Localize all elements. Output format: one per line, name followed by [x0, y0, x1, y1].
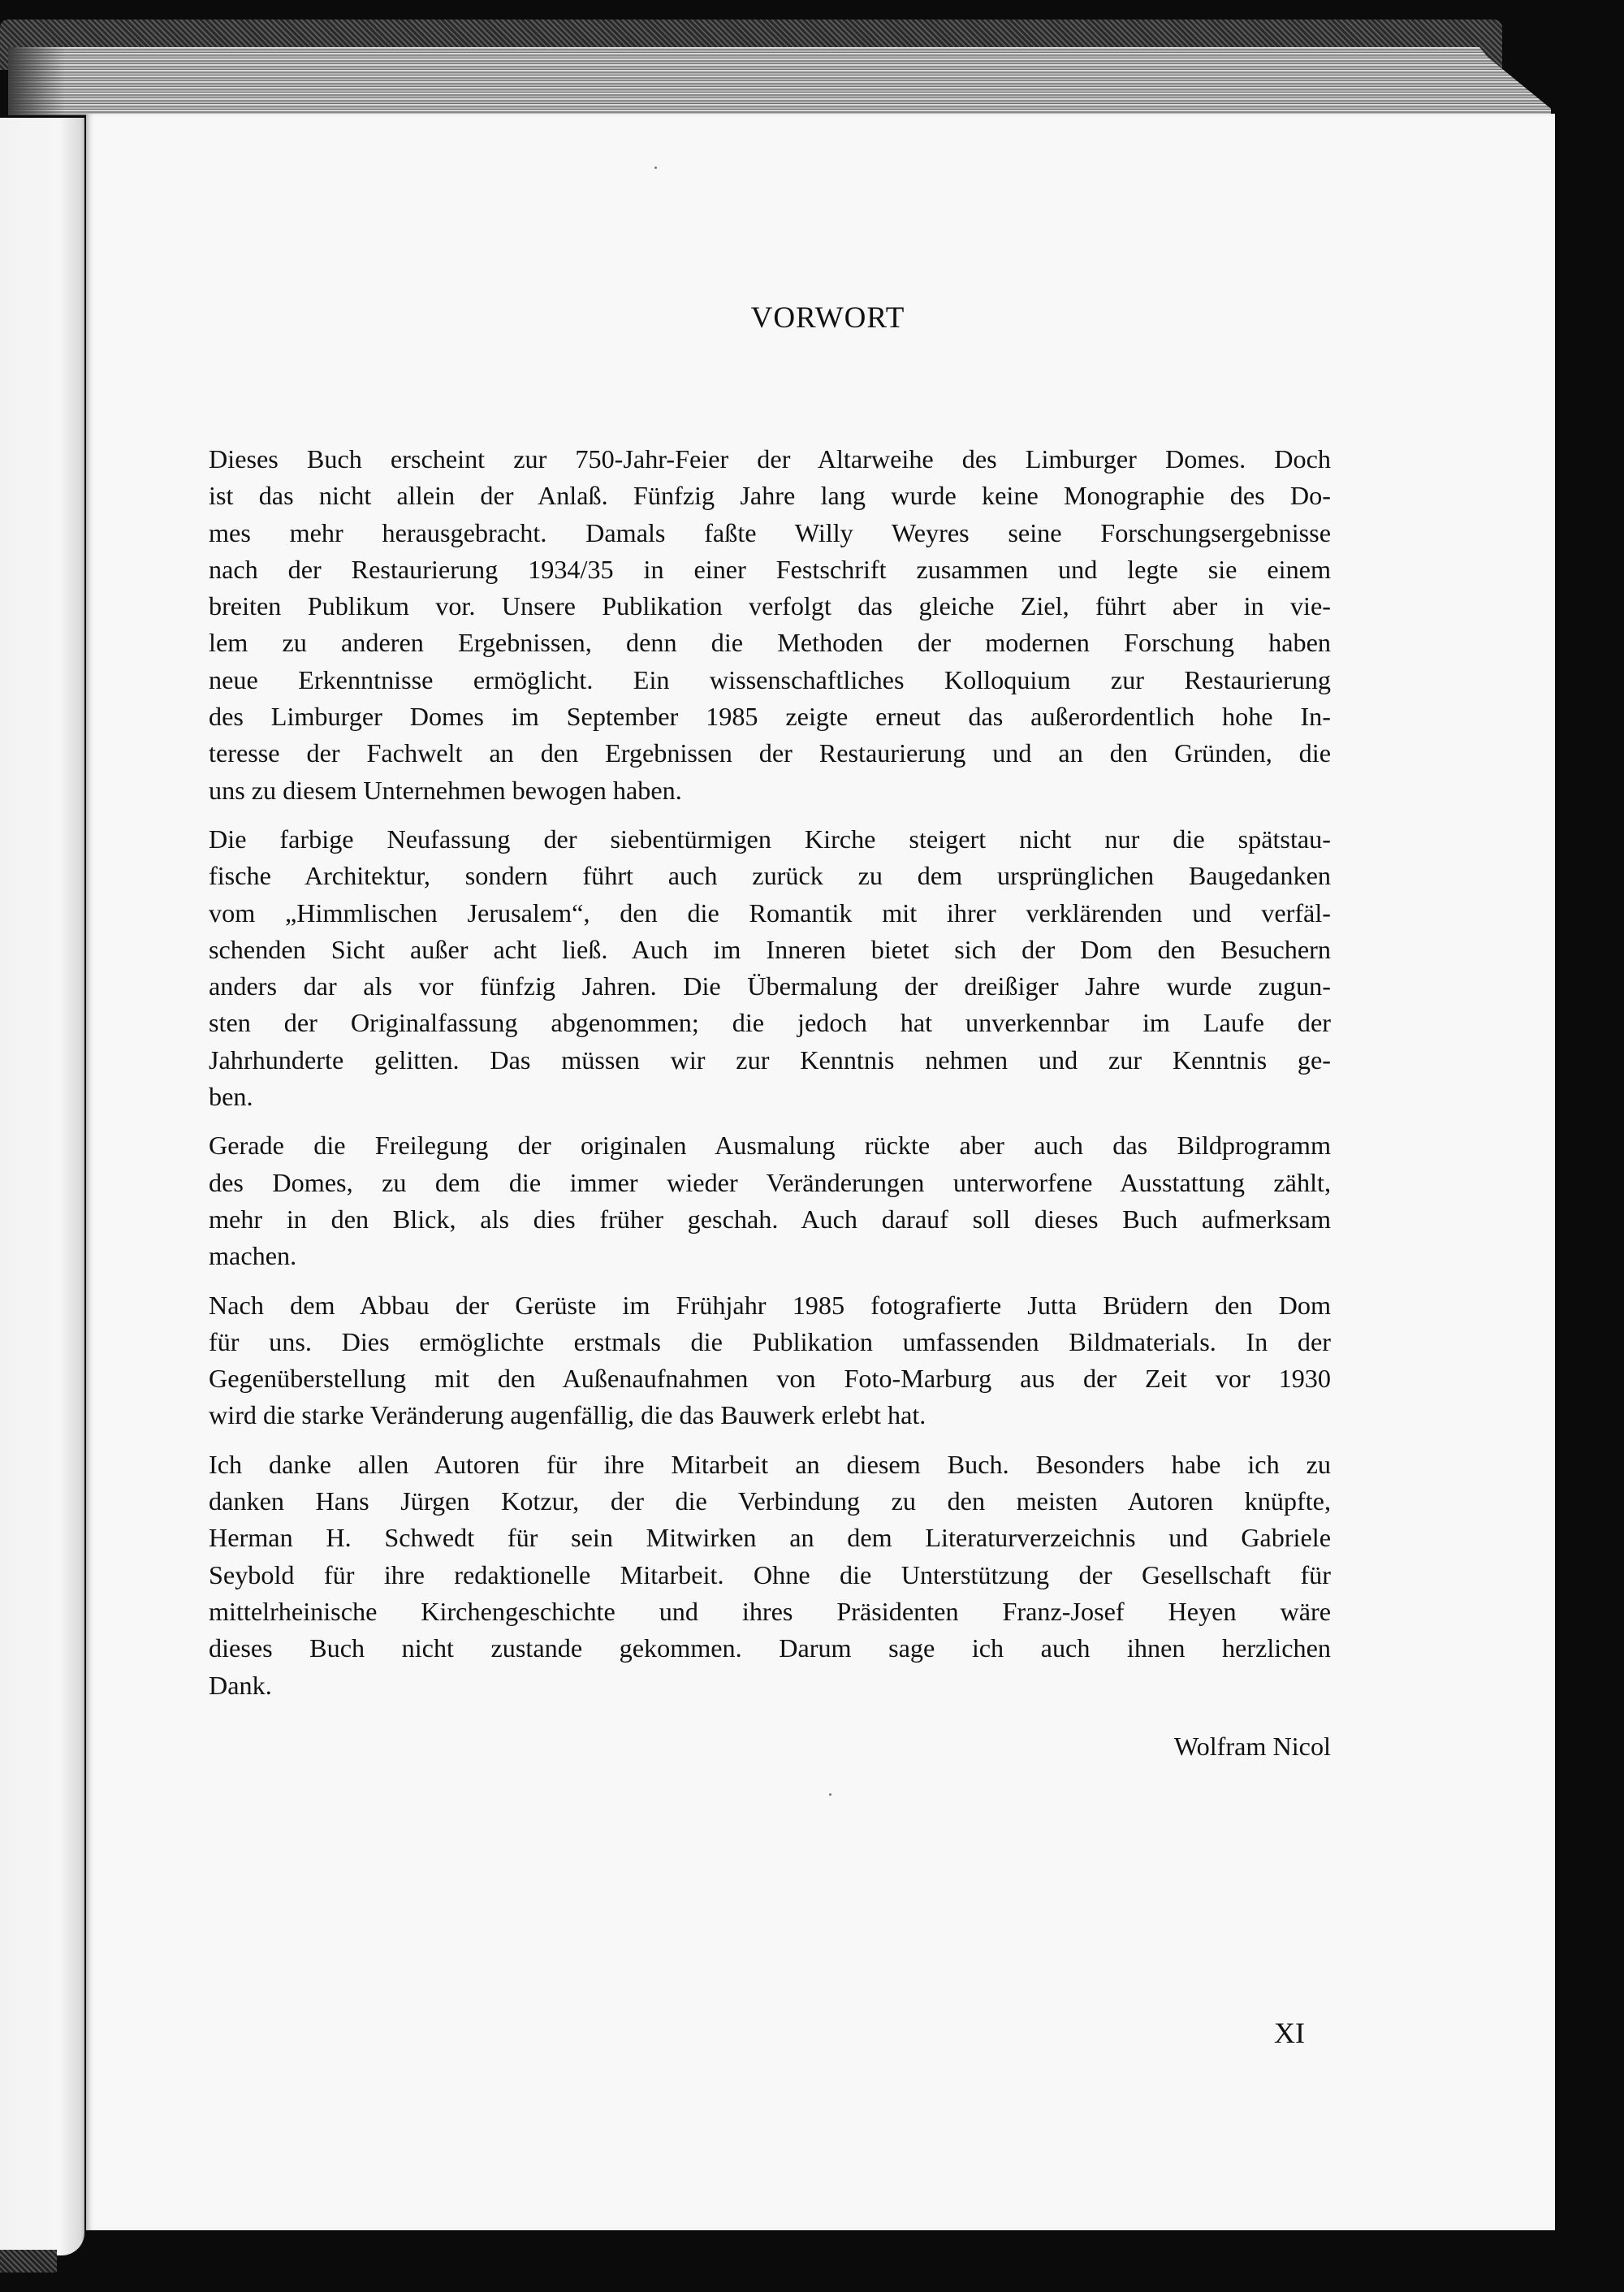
- text-line: Nach dem Abbau der Gerüste im Frühjahr 1985 fotografierte Jutta Brüdern den Dom: [209, 1290, 1331, 1320]
- paragraph: [209, 441, 1331, 809]
- text-line: schenden Sicht außer acht ließ. Auch im Inneren bietet sich der Dom den Besuchern: [209, 934, 1331, 964]
- text-line: Gerade die Freilegung der originalen Ausmalung rückte aber auch das Bildprogramm: [209, 1131, 1331, 1161]
- text-line: Seybold für ihre redaktionelle Mitarbeit. Ohne die Unterstützung der Gesellschaft für: [209, 1559, 1331, 1589]
- scan-speck: [654, 166, 657, 169]
- text-line: Dank.: [209, 1670, 272, 1700]
- text-line: neue Erkenntnisse ermöglicht. Ein wissenschaftliches Kolloquium zur Restaurierung: [209, 664, 1331, 694]
- text-line: Gegenüberstellung mit den Außenaufnahmen von Foto-Marburg aus der Zeit vor 1930: [209, 1364, 1331, 1394]
- text-line: lem zu anderen Ergebnissen, denn die Methoden der modernen Forschung haben: [209, 628, 1331, 658]
- page-number: XI: [1274, 2017, 1305, 2049]
- text-line: dieses Buch nicht zustande gekommen. Darum sage ich auch ihnen herzlichen: [209, 1633, 1331, 1663]
- text-line: fische Architektur, sondern führt auch zurück zu dem ursprünglichen Baugedanken: [209, 861, 1331, 891]
- page-stack-edges: [8, 47, 1551, 115]
- text-line: Dieses Buch erscheint zur 750-Jahr-Feier der Altarweihe des Limburger Domes. Doch: [209, 444, 1331, 474]
- text-line: teresse der Fachwelt an den Ergebnissen der Restaurierung und an den Gründen, die: [209, 738, 1331, 768]
- text-line: danken Hans Jürgen Kotzur, der die Verbindung zu den meisten Autoren knüpfte,: [209, 1486, 1331, 1516]
- text-line: Die farbige Neufassung der siebentürmigen Kirche steigert nicht nur die spätstau-: [209, 824, 1331, 854]
- text-line: mittelrheinische Kirchengeschichte und ihres Präsidenten Franz-Josef Heyen wäre: [209, 1596, 1331, 1626]
- paragraph: [209, 1127, 1331, 1274]
- text-line: ist das nicht allein der Anlaß. Fünfzig Jahre lang wurde keine Monographie des Do-: [209, 481, 1331, 511]
- text-line: für uns. Dies ermöglichte erstmals die Publikation umfassenden Bildmaterials. In der: [209, 1326, 1331, 1356]
- text-line: mes mehr herausgebracht. Damals faßte Willy Weyres seine Forschungsergebnisse: [209, 517, 1331, 547]
- text-line: machen.: [209, 1241, 297, 1271]
- book-page: [86, 114, 1555, 2230]
- text-line: Ich danke allen Autoren für ihre Mitarbeit an diesem Buch. Besonders habe ich zu: [209, 1449, 1331, 1479]
- text-line: mehr in den Blick, als dies früher geschah. Auch darauf soll dieses Buch aufmerksam: [209, 1204, 1331, 1234]
- text-line: wird die starke Veränderung augenfällig, die das Bauwerk erlebt hat.: [209, 1400, 926, 1430]
- text-line: Herman H. Schwedt für sein Mitwirken an dem Literaturverzeichnis und Gabriele: [209, 1523, 1331, 1553]
- page-title: VORWORT: [750, 301, 905, 335]
- text-line: des Limburger Domes im September 1985 zeigte erneut das außerordentlich hohe In-: [209, 702, 1331, 732]
- text-line: breiten Publikum vor. Unsere Publikation verfolgt das gleiche Ziel, führt aber in vie-: [209, 591, 1331, 621]
- text-line: anders dar als vor fünfzig Jahren. Die Übermalung der dreißiger Jahre wurde zugun-: [209, 971, 1331, 1001]
- text-line: Jahrhunderte gelitten. Das müssen wir zur Kenntnis nehmen und zur Kenntnis ge-: [209, 1044, 1331, 1075]
- scan-speck: [829, 1793, 831, 1796]
- previous-page-strip: [0, 118, 84, 2255]
- text-line: sten der Originalfassung abgenommen; die jedoch hat unverkennbar im Laufe der: [209, 1008, 1331, 1038]
- author-signature: Wolfram Nicol: [1173, 1732, 1331, 1761]
- paragraph: [209, 821, 1331, 1115]
- book-binding-cloth-bottom: [0, 2250, 57, 2273]
- text-line: des Domes, zu dem die immer wieder Veränderungen unterworfene Ausstattung zählt,: [209, 1167, 1331, 1197]
- paragraph: [209, 1287, 1331, 1434]
- text-line: uns zu diesem Unternehmen bewogen haben.: [209, 775, 682, 805]
- text-line: nach der Restaurierung 1934/35 in einer Festschrift zusammen und legte sie einem: [209, 554, 1331, 584]
- text-line: vom „Himmlischen Jerusalem“, den die Romantik mit ihrer verklärenden und verfäl-: [209, 897, 1331, 928]
- body-text: [209, 441, 1331, 1716]
- text-line: ben.: [209, 1082, 253, 1112]
- paragraph: [209, 1447, 1331, 1704]
